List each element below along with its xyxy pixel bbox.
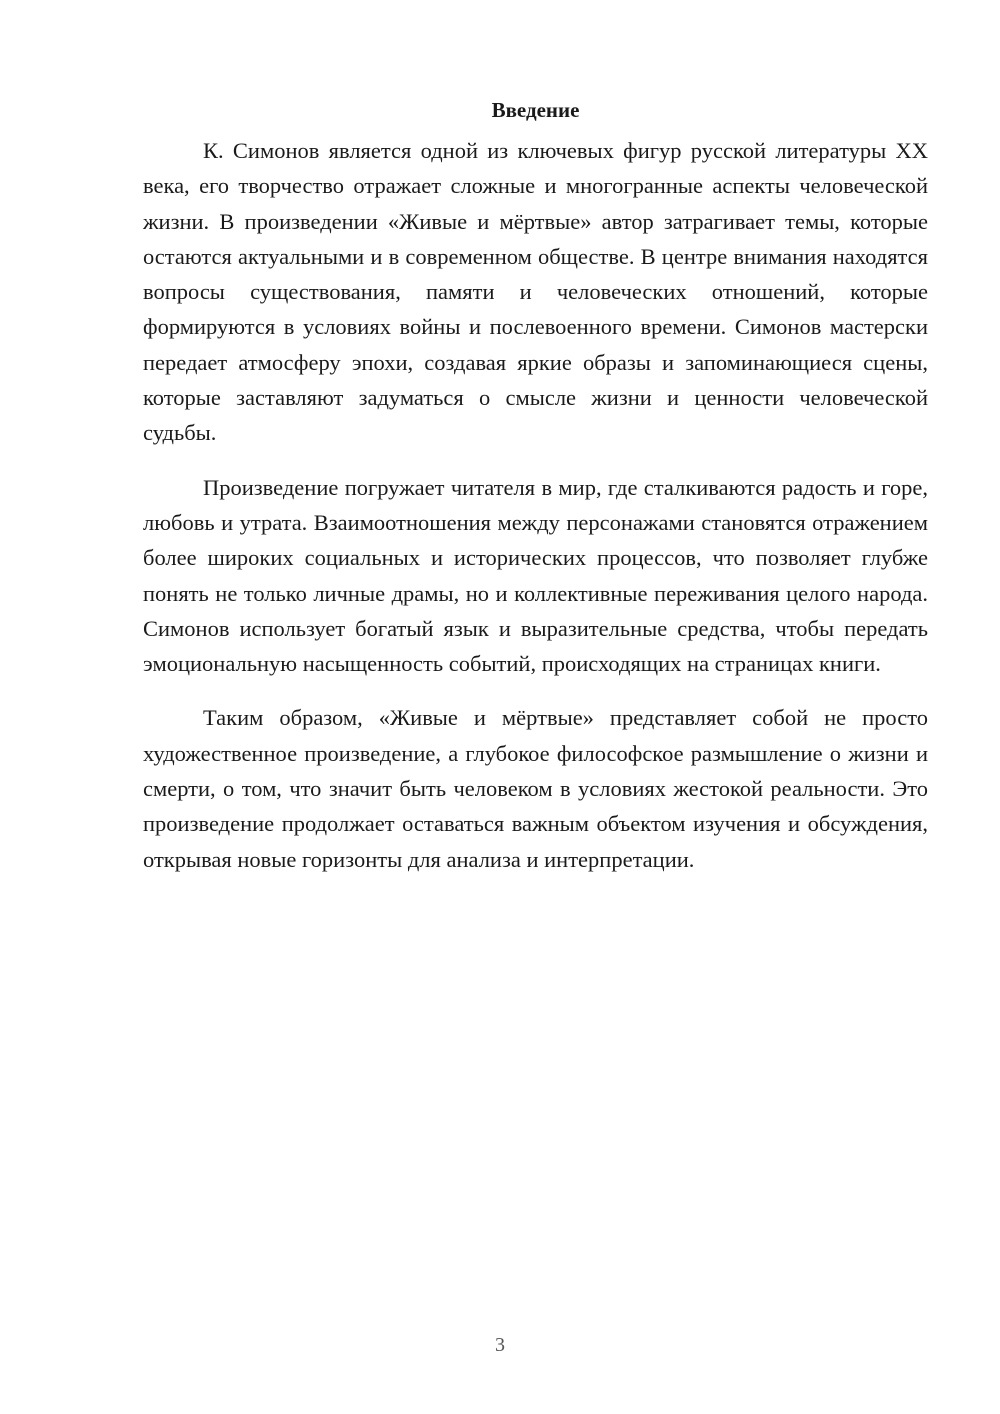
paragraph-3: Таким образом, «Живые и мёртвые» представляет собой не просто художественное произведение, а глубокое философское размышление о жизни и смерти, о том, что значит быть человеком в условиях жестокой реальности. Это произведение продолжает оставаться важным объектом изучения и обсуждения, открывая новые горизонты для анализа и интерпретации. — [143, 705, 928, 872]
paragraph-1: К. Симонов является одной из ключевых фигур русской литературы XX века, его творчество отражает сложные и многогранные аспекты человеческой жизни. В произведении «Живые и мёртвые» автор затрагивает темы, которые остаются актуальными и в современном обществе. В центре внимания находятся вопросы существования, памяти и человеческих отношений, которые формируются в условиях войны и послевоенного времени. Симонов мастерски передает атмосферу эпохи, создавая яркие образы и запоминающиеся сцены, которые заставляют задуматься о смысле жизни и ценности человеческой судьбы. — [143, 138, 928, 446]
section-heading: Введение — [491, 98, 580, 122]
page-number: 3 — [495, 1334, 505, 1356]
paragraph-2: Произведение погружает читателя в мир, где сталкиваются радость и горе, любовь и утрата. Взаимоотношения между персонажами становятся отражением более широких социальных и исторических процессов, что позволяет глубже понять не только личные драмы, но и коллективные переживания целого народа. Симонов использует богатый язык и выразительные средства, чтобы передать эмоциональную насыщенность событий, происходящих на страницах книги. — [143, 474, 928, 677]
page-content — [143, 95, 928, 896]
